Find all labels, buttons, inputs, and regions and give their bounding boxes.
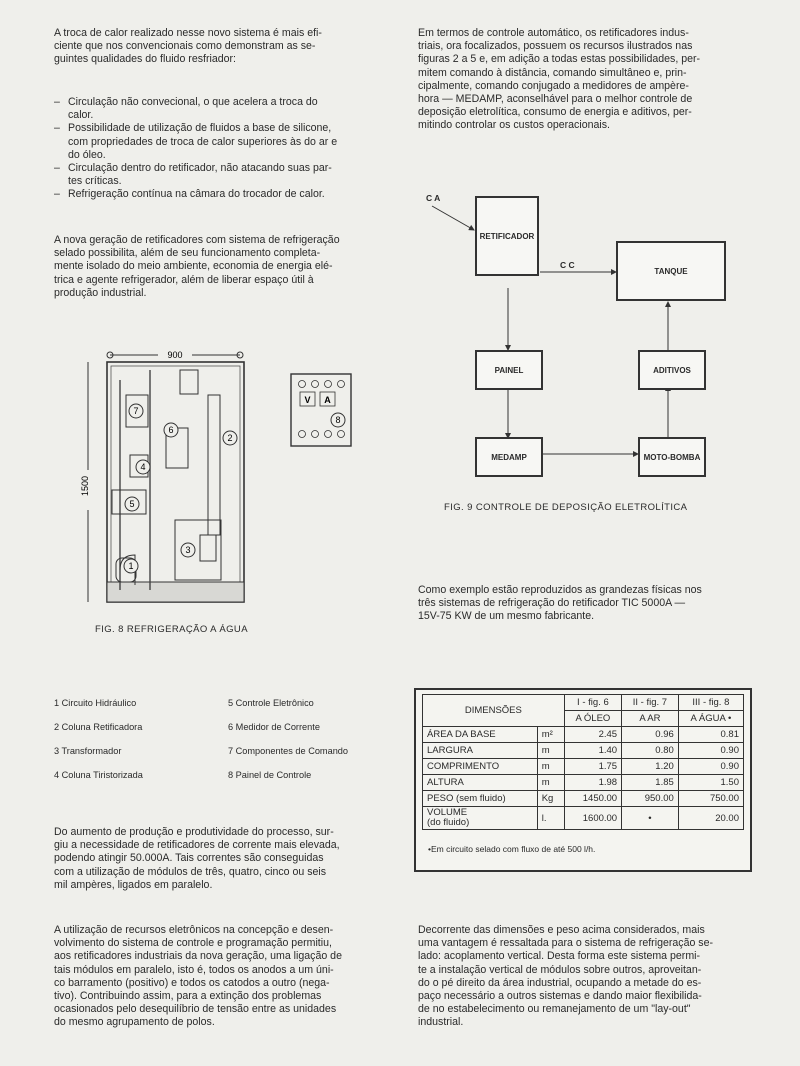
- automatic-control-paragraph: Em termos de controle automático, os retificadores indus- triais, ora focalizados, possuem os recursos ilustrados nas figuras 2 a 5 e, em adição a todas estas possibilidades, per- mitem comando à distância, comando simultâneo e, prin- cipalmente, comando conjugado a medidores de ampère- hora — MEDAMP, aconselhável para o melhor controle de deposição eletrolítica, consumo de energia e aditivos, per- mitindo controlar os custos operacionais.: [418, 27, 701, 132]
- legend-item: 8 Painel de Controle: [228, 770, 312, 780]
- block-moto-bomba: MOTO-BOMBA: [638, 437, 706, 477]
- label-8: 8: [335, 415, 341, 425]
- col-medium: A ÁGUA •: [678, 711, 743, 727]
- block-retificador: RETIFICADOR: [475, 196, 539, 276]
- panel-amp-label: A: [324, 395, 331, 405]
- label-4: 4: [140, 462, 146, 472]
- water-cooling-drawing: [80, 340, 380, 620]
- production-paragraph: Do aumento de produção e produtividade do processo, sur- giu a necessidade de retificadores de corrente mais elevada, podendo atingir 50.000A. Tais correntes são conseguidas com a utilização de módulos de três, quatro, cinco ou seis mil ampères, ligados em paralelo.: [54, 826, 340, 891]
- block-painel: PAINEL: [475, 350, 543, 390]
- new-generation-paragraph: A nova geração de retificadores com sistema de refrigeração selado possibilita, além de seu funcionamento completa- mente isolado do meio ambiente, economia de energia elé- trica e agente refrigerador, além de liberar espaço útil à produção industrial.: [54, 234, 340, 299]
- legend-left: [54, 698, 143, 794]
- fig8-caption: FIG. 8 REFRIGERAÇÃO A ÁGUA: [95, 624, 248, 635]
- width-dimension: 900: [167, 350, 183, 360]
- label-2: 2: [227, 433, 233, 443]
- col-head: I - fig. 6: [564, 695, 621, 711]
- dimensions-table-frame: [414, 688, 752, 872]
- legend-item: 7 Componentes de Comando: [228, 746, 349, 756]
- legend-item: 4 Coluna Tiristorizada: [54, 770, 143, 780]
- table-row: VOLUME (do fluido) l. 1600.00 • 20.00: [423, 807, 744, 830]
- table-header: DIMENSÕES: [423, 695, 565, 727]
- label-6: 6: [168, 425, 174, 435]
- intro-paragraph: A troca de calor realizado nesse novo sistema é mais efi- ciente que nos convencionais como demonstram as se- guintes qualidades do fluido resfriador:: [54, 27, 322, 66]
- list-item: – Circulação dentro do retificador, não atacando suas par- tes críticas.: [54, 162, 380, 188]
- list-item: – Refrigeração contínua na câmara do trocador de calor.: [54, 188, 380, 201]
- dimensions-table: [422, 694, 744, 830]
- fig9-caption: FIG. 9 CONTROLE DE DEPOSIÇÃO ELETROLÍTICA: [444, 502, 688, 513]
- height-dimension: 1500: [80, 475, 90, 497]
- table-footnote: •Em circuito selado com fluxo de até 500 l/h.: [428, 844, 596, 854]
- block-aditivos: ADITIVOS: [638, 350, 706, 390]
- list-item: – Possibilidade de utilização de fluidos a base de silicone, com propriedades de troca de calor superiores às do ar e do óleo.: [54, 122, 380, 162]
- panel-volt-label: V: [304, 395, 311, 405]
- label-5: 5: [129, 499, 135, 509]
- table-row: ÁREA DA BASE m² 2.45 0.96 0.81: [423, 727, 744, 743]
- label-7: 7: [133, 406, 139, 416]
- electronics-paragraph: A utilização de recursos eletrônicos na concepção e desen- volvimento do sistema de controle e programação permitiu, aos retificadores industriais da nova geração, uma ligação de tais módulos em paralelo, isto é, todos os anodos a um úni- co barramento (positivo) e todos os catodos a outro (nega- tivo). Contribuindo assim, para a extinção dos problemas ocasionados pelo desequilíbrio de tensão entre as unidades do mesmo agrupamento de polos.: [54, 924, 342, 1029]
- legend-item: 1 Circuito Hidráulico: [54, 698, 137, 708]
- col-head: III - fig. 8: [678, 695, 743, 711]
- col-medium: A AR: [622, 711, 679, 727]
- label-1: 1: [128, 561, 134, 571]
- table-row: COMPRIMENTO m 1.75 1.20 0.90: [423, 759, 744, 775]
- legend-item: 3 Transformador: [54, 746, 122, 756]
- col-head: II - fig. 7: [622, 695, 679, 711]
- qualities-list: [54, 96, 380, 202]
- label-3: 3: [185, 545, 191, 555]
- legend-right: [228, 698, 348, 794]
- legend-item: 5 Controle Eletrônico: [228, 698, 314, 708]
- list-item: – Circulação não convecional, o que acelera a troca do calor.: [54, 96, 380, 122]
- ca-label: C A: [426, 193, 441, 203]
- table-row: ALTURA m 1.98 1.85 1.50: [423, 775, 744, 791]
- vertical-coupling-paragraph: Decorrente das dimensões e peso acima considerados, mais uma vantagem é ressaltada para o sistema de refrigeração se- lado: acoplamento vertical. Desta forma este sistema permi- te a instalação vertical de módulos sobre outros, aproveitan- do o pé direito da área industrial, ocupando a metade do es- paço necessário a outros sistemas e dando maior flexibilida- de no estabelecimento ou remanejamento de um "lay-out" industrial.: [418, 924, 714, 1029]
- col-medium: A ÓLEO: [564, 711, 621, 727]
- table-row: LARGURA m 1.40 0.80 0.90: [423, 743, 744, 759]
- block-medamp: MEDAMP: [475, 437, 543, 477]
- cc-label: C C: [560, 260, 575, 270]
- legend-item: 2 Coluna Retificadora: [54, 722, 143, 732]
- block-tanque: TANQUE: [616, 241, 726, 301]
- legend-item: 6 Medidor de Corrente: [228, 722, 320, 732]
- example-paragraph: Como exemplo estão reproduzidos as grandezas físicas nos três sistemas de refrigeração do retificador TIC 5000A — 15V-75 KW de um mesmo fabricante.: [418, 584, 702, 623]
- table-row: PESO (sem fluido) Kg 1450.00 950.00 750.00: [423, 791, 744, 807]
